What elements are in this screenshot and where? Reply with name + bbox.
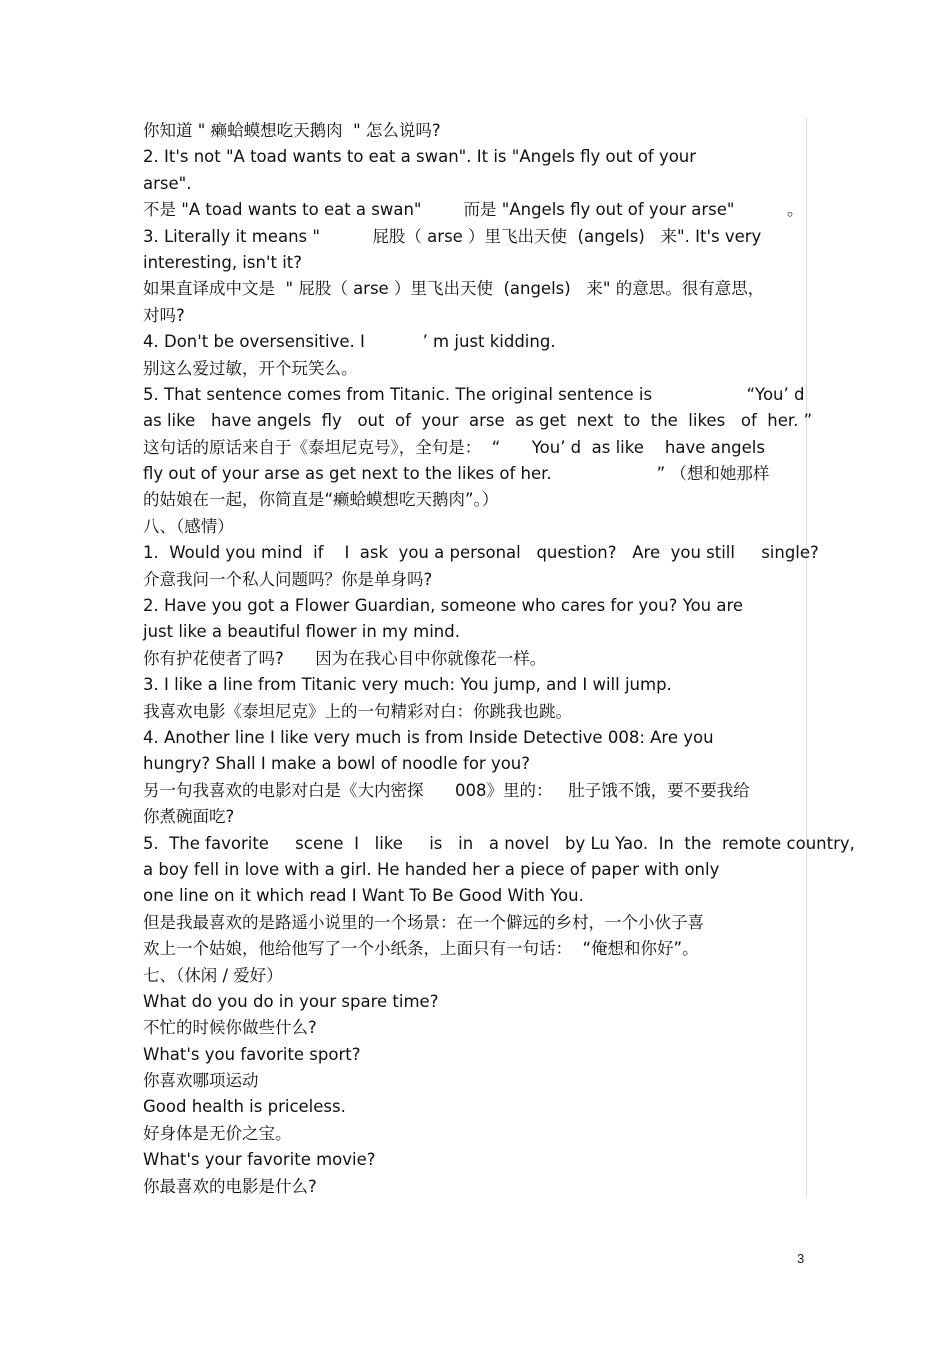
text-line: 3. Literally it means " 屁股（ arse ）里飞出天使 (angels) 来". It's very	[143, 226, 762, 246]
text-line: hungry? Shall I make a bowl of noodle for you?	[143, 754, 531, 774]
text-line: 别这么爱过敏，开个玩笑么。	[143, 358, 358, 378]
text-line: 这句话的原话来自于《泰坦尼克号》，全句是： “ You’ d as like have angels	[143, 437, 765, 457]
text-line: 1. Would you mind if I ask you a personal question? Are you still single?	[143, 543, 819, 563]
text-line: 好身体是无价之宝。	[143, 1123, 292, 1143]
text-line: 你最喜欢的电影是什么?	[143, 1176, 317, 1196]
text-line: What's you favorite sport?	[143, 1044, 361, 1064]
text-line: 另一句我喜欢的电影对白是《大内密探 008》里的： 肚子饿不饿，要不要我给	[143, 780, 750, 800]
text-line: 八、（感情）	[143, 516, 234, 536]
text-line: 但是我最喜欢的是路遥小说里的一个场景：在一个僻远的乡村，一个小伙子喜	[143, 912, 704, 932]
text-line: one line on it which read I Want To Be Good With You.	[143, 886, 584, 906]
page-number: 3	[797, 1251, 805, 1266]
text-line: 你喜欢哪项运动	[143, 1071, 259, 1091]
text-line: 七、（休闲 / 爱好）	[143, 965, 283, 985]
text-line: a boy fell in love with a girl. He handed her a piece of paper with only	[143, 859, 720, 879]
text-line: 2. Have you got a Flower Guardian, someone who cares for you? You are	[143, 596, 744, 616]
text-line: What do you do in your spare time?	[143, 991, 439, 1011]
text-line: fly out of your arse as get next to the likes of her. ” （想和她那样	[143, 464, 770, 484]
document-body	[143, 118, 855, 1200]
text-line: 2. It's not "A toad wants to eat a swan". It is "Angels fly out of your	[143, 147, 697, 167]
text-line: Good health is priceless.	[143, 1097, 346, 1117]
text-line: 5. That sentence comes from Titanic. The original sentence is “You’ d	[143, 384, 805, 404]
text-line: 3. I like a line from Titanic very much: You jump, and I will jump.	[143, 675, 672, 695]
text-line: 5. The favorite scene I like is in a novel by Lu Yao. In the remote country,	[143, 833, 855, 853]
text-line: 你知道 " 癞蛤蟆想吃天鹅肉 " 怎么说吗?	[143, 121, 441, 140]
text-line: 4. Another line I like very much is from Inside Detective 008: Are you	[143, 727, 714, 747]
text-line: 我喜欢电影《泰坦尼克》上的一句精彩对白：你跳我也跳。	[143, 701, 572, 721]
text-line: 4. Don't be oversensitive. I ’ m just kidding.	[143, 332, 556, 352]
text-line: 你有护花使者了吗? 因为在我心目中你就像花一样。	[143, 648, 547, 668]
text-line: just like a beautiful flower in my mind.	[143, 622, 460, 642]
text-line: What's your favorite movie?	[143, 1150, 376, 1170]
text-line: as like have angels fly out of your arse as get next to the likes of her. ”	[143, 411, 813, 431]
text-line: 介意我问一个私人问题吗？你是单身吗?	[143, 569, 433, 589]
text-line: 不忙的时候你做些什么?	[143, 1018, 317, 1038]
text-line: 对吗?	[143, 305, 185, 325]
text-line: arse".	[143, 173, 192, 193]
text-line: interesting, isn't it?	[143, 252, 303, 272]
text-line: 如果直译成中文是 " 屁股（ arse ）里飞出天使 (angels) 来" 的意思。很有意思，	[143, 279, 765, 299]
text-line: 的姑娘在一起，你简直是“癞蛤蟆想吃天鹅肉”。）	[143, 490, 499, 510]
text-line: 欢上一个姑娘，他给他写了一个小纸条，上面只有一句话： “俺想和你好”。	[143, 939, 699, 959]
text-line: 不是 "A toad wants to eat a swan" 而是 "Angels fly out of your arse" 。	[143, 200, 804, 220]
text-line: 你煮碗面吃?	[143, 807, 235, 827]
